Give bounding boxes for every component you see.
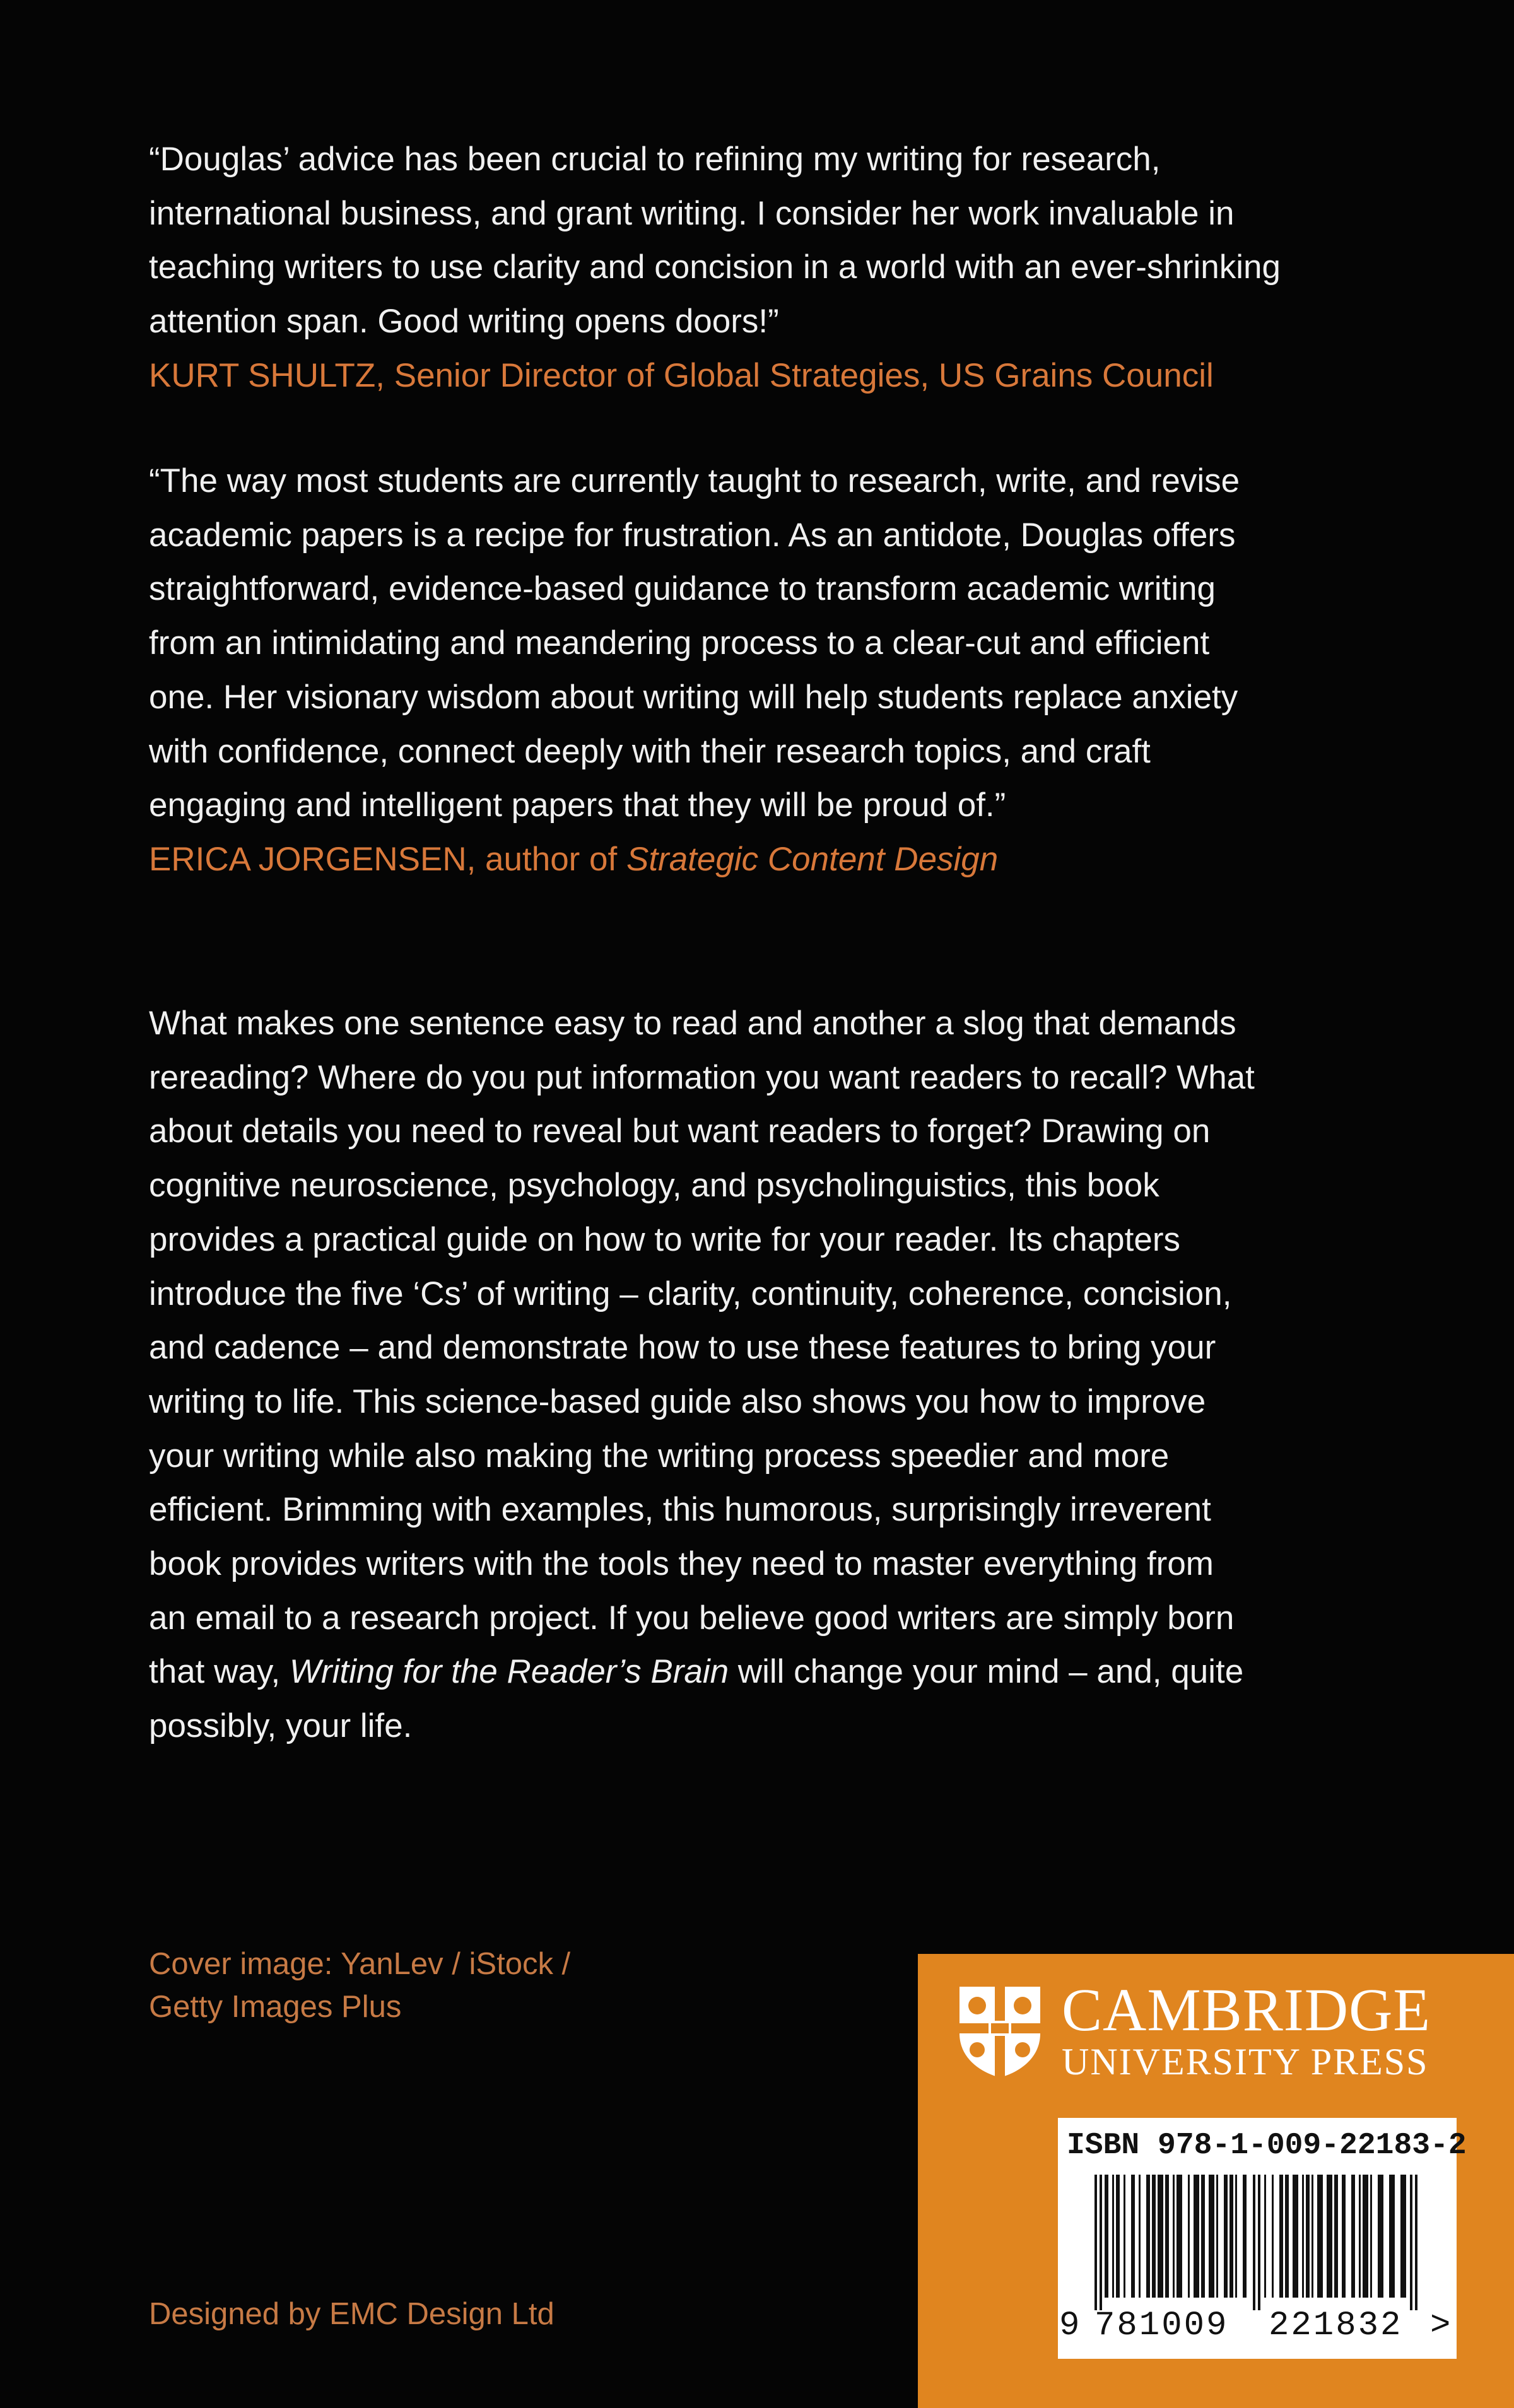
attribution-book-title: Strategic Content Design <box>626 840 999 878</box>
quote-attribution <box>149 833 1404 887</box>
cambridge-shield-icon <box>956 1984 1044 2079</box>
book-description <box>149 997 1404 1753</box>
book-title: Writing for the Reader’s Brain <box>289 1653 729 1691</box>
isbn-barcode: ISBN 978-1-009-22183-2 9 781009 221832 > <box>1058 2118 1457 2359</box>
quote-erica-jorgensen <box>149 454 1404 887</box>
quote-text: “Douglas’ advice has been crucial to refining my writing for research, international business, and grant writing. I consider her work invaluable in teaching writers to use clarity and concision in a world with an ever-shrinking attention span. Good writing opens doors!” <box>149 141 1281 341</box>
attribution-name: ERICA JORGENSEN, author of <box>149 840 626 878</box>
quote-text: “The way most students are currently taught to research, write, and revise academic papers is a recipe for frustration. As an antidote, Douglas offers straightforward, evidence-based guidance to transform academic writing from an intimidating and meandering process to a clear-cut and efficient one. Her visionary wisdom about writing will help students replace anxiety with confidence, connect deeply with their research topics, and craft engaging and intelligent papers that they will be proud of.” <box>149 462 1240 824</box>
quote-kurt-shultz <box>149 132 1404 403</box>
quote-attribution: KURT SHULTZ, Senior Director of Global Strategies, US Grains Council <box>149 356 1214 394</box>
description-text: What makes one sentence easy to read and another a slog that demands rereading? Where do you put information you want readers to recall? What about details you need to reveal but want readers to forget? Drawing on cognitive neuroscience, psychology, and psycholinguistics, this book provides a practical guide on how to write for your reader. Its chapters introduce the five ‘Cs’ of writing – clarity, continuity, coherence, concision, and cadence – and demonstrate how to use these features to bring your writing to life. This science-based guide also shows you how to improve your writing while also making the writing process speedier and more efficient. Brimming with examples, this humorous, surprisingly irreverent book provides writers with the tools they need to master everything from an email to a research project. If you believe good writers are simply born that way, Writing for the Reader’s Brain will change your mind – and, quite possibly, your life. <box>149 1005 1255 1745</box>
isbn-text: ISBN 978-1-009-22183-2 <box>1067 2129 1467 2163</box>
barcode-bars <box>1067 2175 1445 2310</box>
publisher-name: CAMBRIDGE UNIVERSITY PRESS <box>1062 1976 1431 2083</box>
designer-credit: Designed by EMC Design Ltd <box>149 2297 555 2331</box>
cover-image-credit: Cover image: YanLev / iStock / Getty Images Plus <box>149 1947 571 2024</box>
publisher-block <box>918 1954 1514 2408</box>
